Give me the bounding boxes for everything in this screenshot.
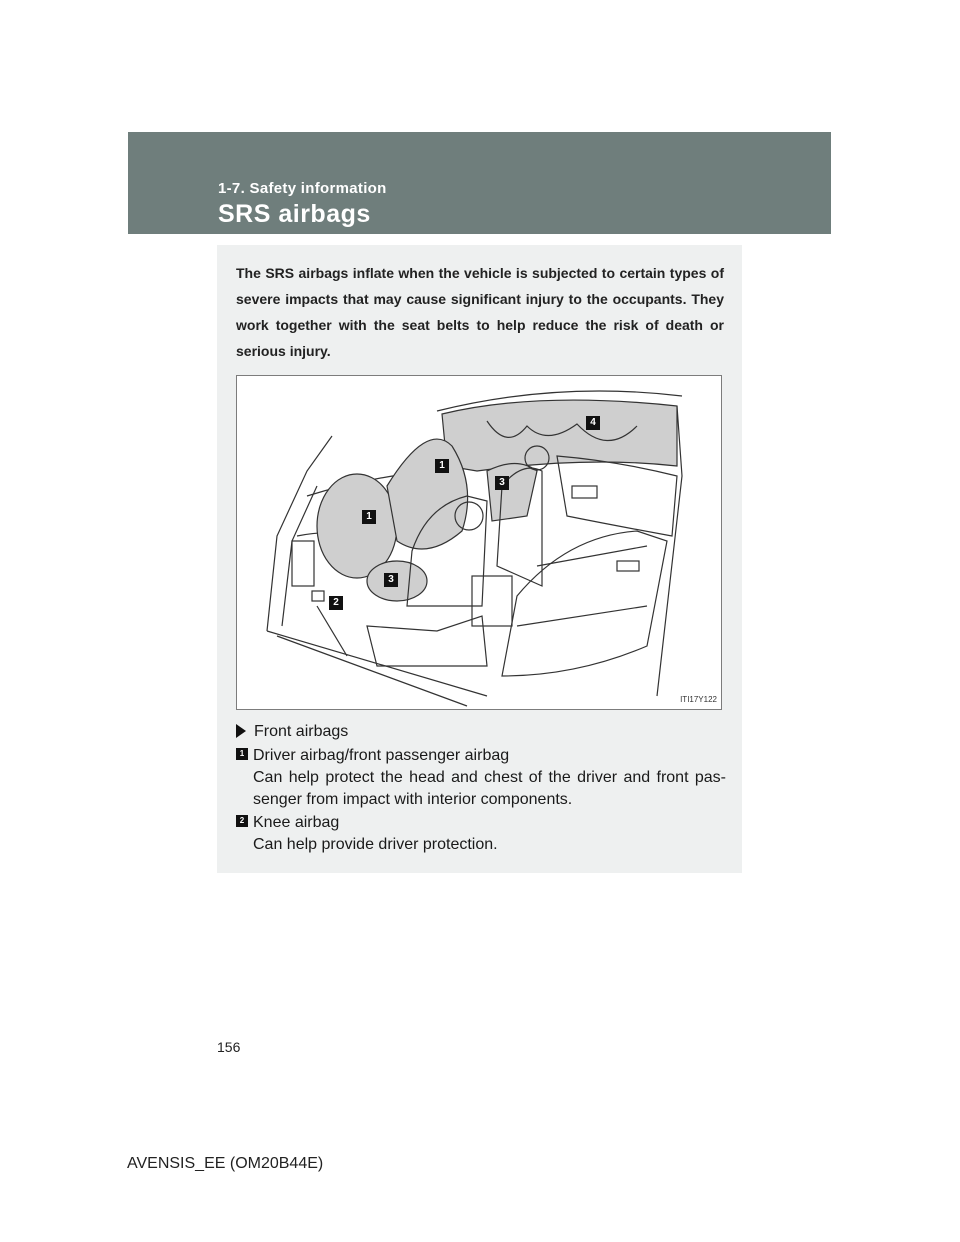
content-box xyxy=(217,245,742,873)
intro-paragraph: The SRS airbags inflate when the vehicle is subjected to certain types of severe impacts that may cause significant injury to the occupants. They work together with the seat belts to help reduce the risk of death or serious injury. xyxy=(236,265,724,359)
figure-code: ITI17Y122 xyxy=(680,695,717,704)
callout-3-front: 3 xyxy=(384,573,398,587)
callout-4-curtain: 4 xyxy=(586,416,600,430)
list-heading-label: Front airbags xyxy=(254,723,349,740)
number-badge: 2 xyxy=(236,815,248,827)
airbag-illustration xyxy=(236,375,722,710)
item-title: Knee airbag xyxy=(253,814,340,831)
section-label: 1-7. Safety information xyxy=(218,180,387,197)
car-interior-drawing xyxy=(237,376,723,711)
page-title: SRS airbags xyxy=(218,200,371,228)
number-badge: 1 xyxy=(236,748,248,760)
item-description: Can help provide driver protection. xyxy=(253,836,498,853)
list-heading xyxy=(236,721,348,743)
list-item xyxy=(236,812,726,856)
callout-1-driver: 1 xyxy=(362,510,376,524)
callout-2-knee: 2 xyxy=(329,596,343,610)
item-description: Can help protect the head and chest of the driver and front pas-senger from impact with interior components. xyxy=(253,769,726,808)
page-number: 156 xyxy=(217,1039,241,1055)
item-title: Driver airbag/front passenger airbag xyxy=(253,747,510,764)
list-item xyxy=(236,745,726,811)
section-header xyxy=(128,132,831,234)
arrow-right-icon xyxy=(236,724,246,738)
callout-1-passenger: 1 xyxy=(435,459,449,473)
callout-3-rear: 3 xyxy=(495,476,509,490)
document-code: AVENSIS_EE (OM20B44E) xyxy=(127,1155,324,1172)
